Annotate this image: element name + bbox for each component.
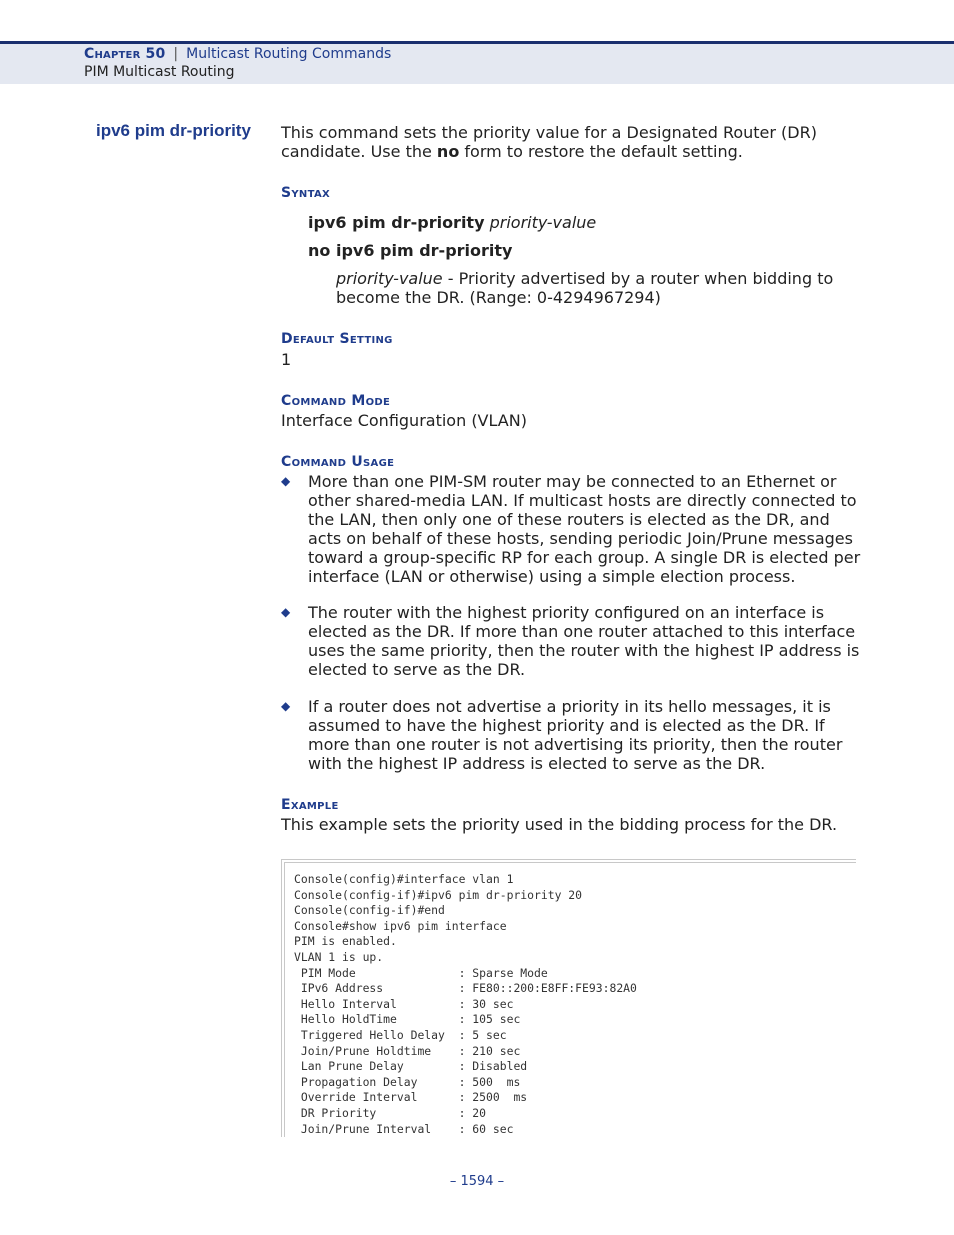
page-number: – 1594 – [449,1174,505,1189]
code-example-box [281,859,856,1137]
command-title: ipv6 pim dr-priority [96,121,251,140]
example-heading: Example [281,797,339,813]
chapter-separator: | [173,46,179,62]
section-title: PIM Multicast Routing [84,64,235,80]
command-mode-heading: Command Mode [281,393,391,409]
chapter-title: Multicast Routing Commands [186,46,392,62]
parameter-name: priority-value [336,269,443,288]
command-description [281,123,841,161]
bullet-diamond-icon: ◆ [281,605,291,619]
chapter-line [84,46,391,62]
code-listing: Console(config)#interface vlan 1 Console(config-if)#ipv6 pim dr-priority 20 Console(config-if)#end Console#show ipv6 pim interface PIM is enabled. VLAN 1 is up. PIM Mode : Sparse Mode IPv6 Address : FE80::200:E8FF:FE93:82A0 Hello Interval : 30 sec Hello HoldTime : 105 sec Triggered Hello Delay : 5 sec Join/Prune Holdtime : 210 sec Lan Prune Delay : Disabled Propagation Delay : 500 ms Override Interval : 2500 ms DR Priority : 20 Join/Prune Interval : 60 sec [294,872,637,1136]
parameter-desc: - Priority advertised by a router when bidding to become the DR. (Range: 0-4294967294) [336,269,834,307]
description-bold-keyword: no [436,142,460,161]
bullet-diamond-icon: ◆ [281,474,291,488]
default-setting-heading: Default Setting [281,331,393,347]
default-setting-value: 1 [281,350,292,369]
syntax-no-command: no ipv6 pim dr-priority [308,241,513,260]
chapter-label: Chapter 50 [84,46,166,62]
description-text-end: form to restore the default setting. [459,142,743,161]
command-mode-value: Interface Configuration (VLAN) [281,411,527,430]
syntax-parameter-description [336,269,846,307]
bullet-diamond-icon: ◆ [281,699,291,713]
usage-item: More than one PIM-SM router may be connected to an Ethernet or other shared-media LAN. If multicast hosts are directly connected to the LAN, then only one of these routers is elected as the DR, and acts on behalf of these hosts, sending periodic Join/Prune messages toward a group-specific RP for each group. A single DR is elected per interface (LAN or otherwise) using a simple election process. [308,472,861,586]
syntax-parameter: priority-value [489,213,597,232]
syntax-heading: Syntax [281,185,330,201]
usage-item: If a router does not advertise a priority in its hello messages, it is assumed to have the highest priority and is elected as the DR. If more than one router is not advertising its priority, then the router with the highest IP address is elected to serve as the DR. [308,697,843,773]
syntax-line-2 [308,241,512,260]
description-text: This command sets the priority value for a Designated Router (DR) candidate. Use the [281,123,817,161]
example-description: This example sets the priority used in the bidding process for the DR. [281,815,838,834]
syntax-command: ipv6 pim dr-priority [308,213,485,232]
usage-item: The router with the highest priority configured on an interface is elected as the DR. If more than one router attached to this interface uses the same priority, then the router with the highest IP address is elected to serve as the DR. [308,603,860,679]
command-usage-heading: Command Usage [281,454,395,470]
syntax-line-1 [308,213,596,232]
